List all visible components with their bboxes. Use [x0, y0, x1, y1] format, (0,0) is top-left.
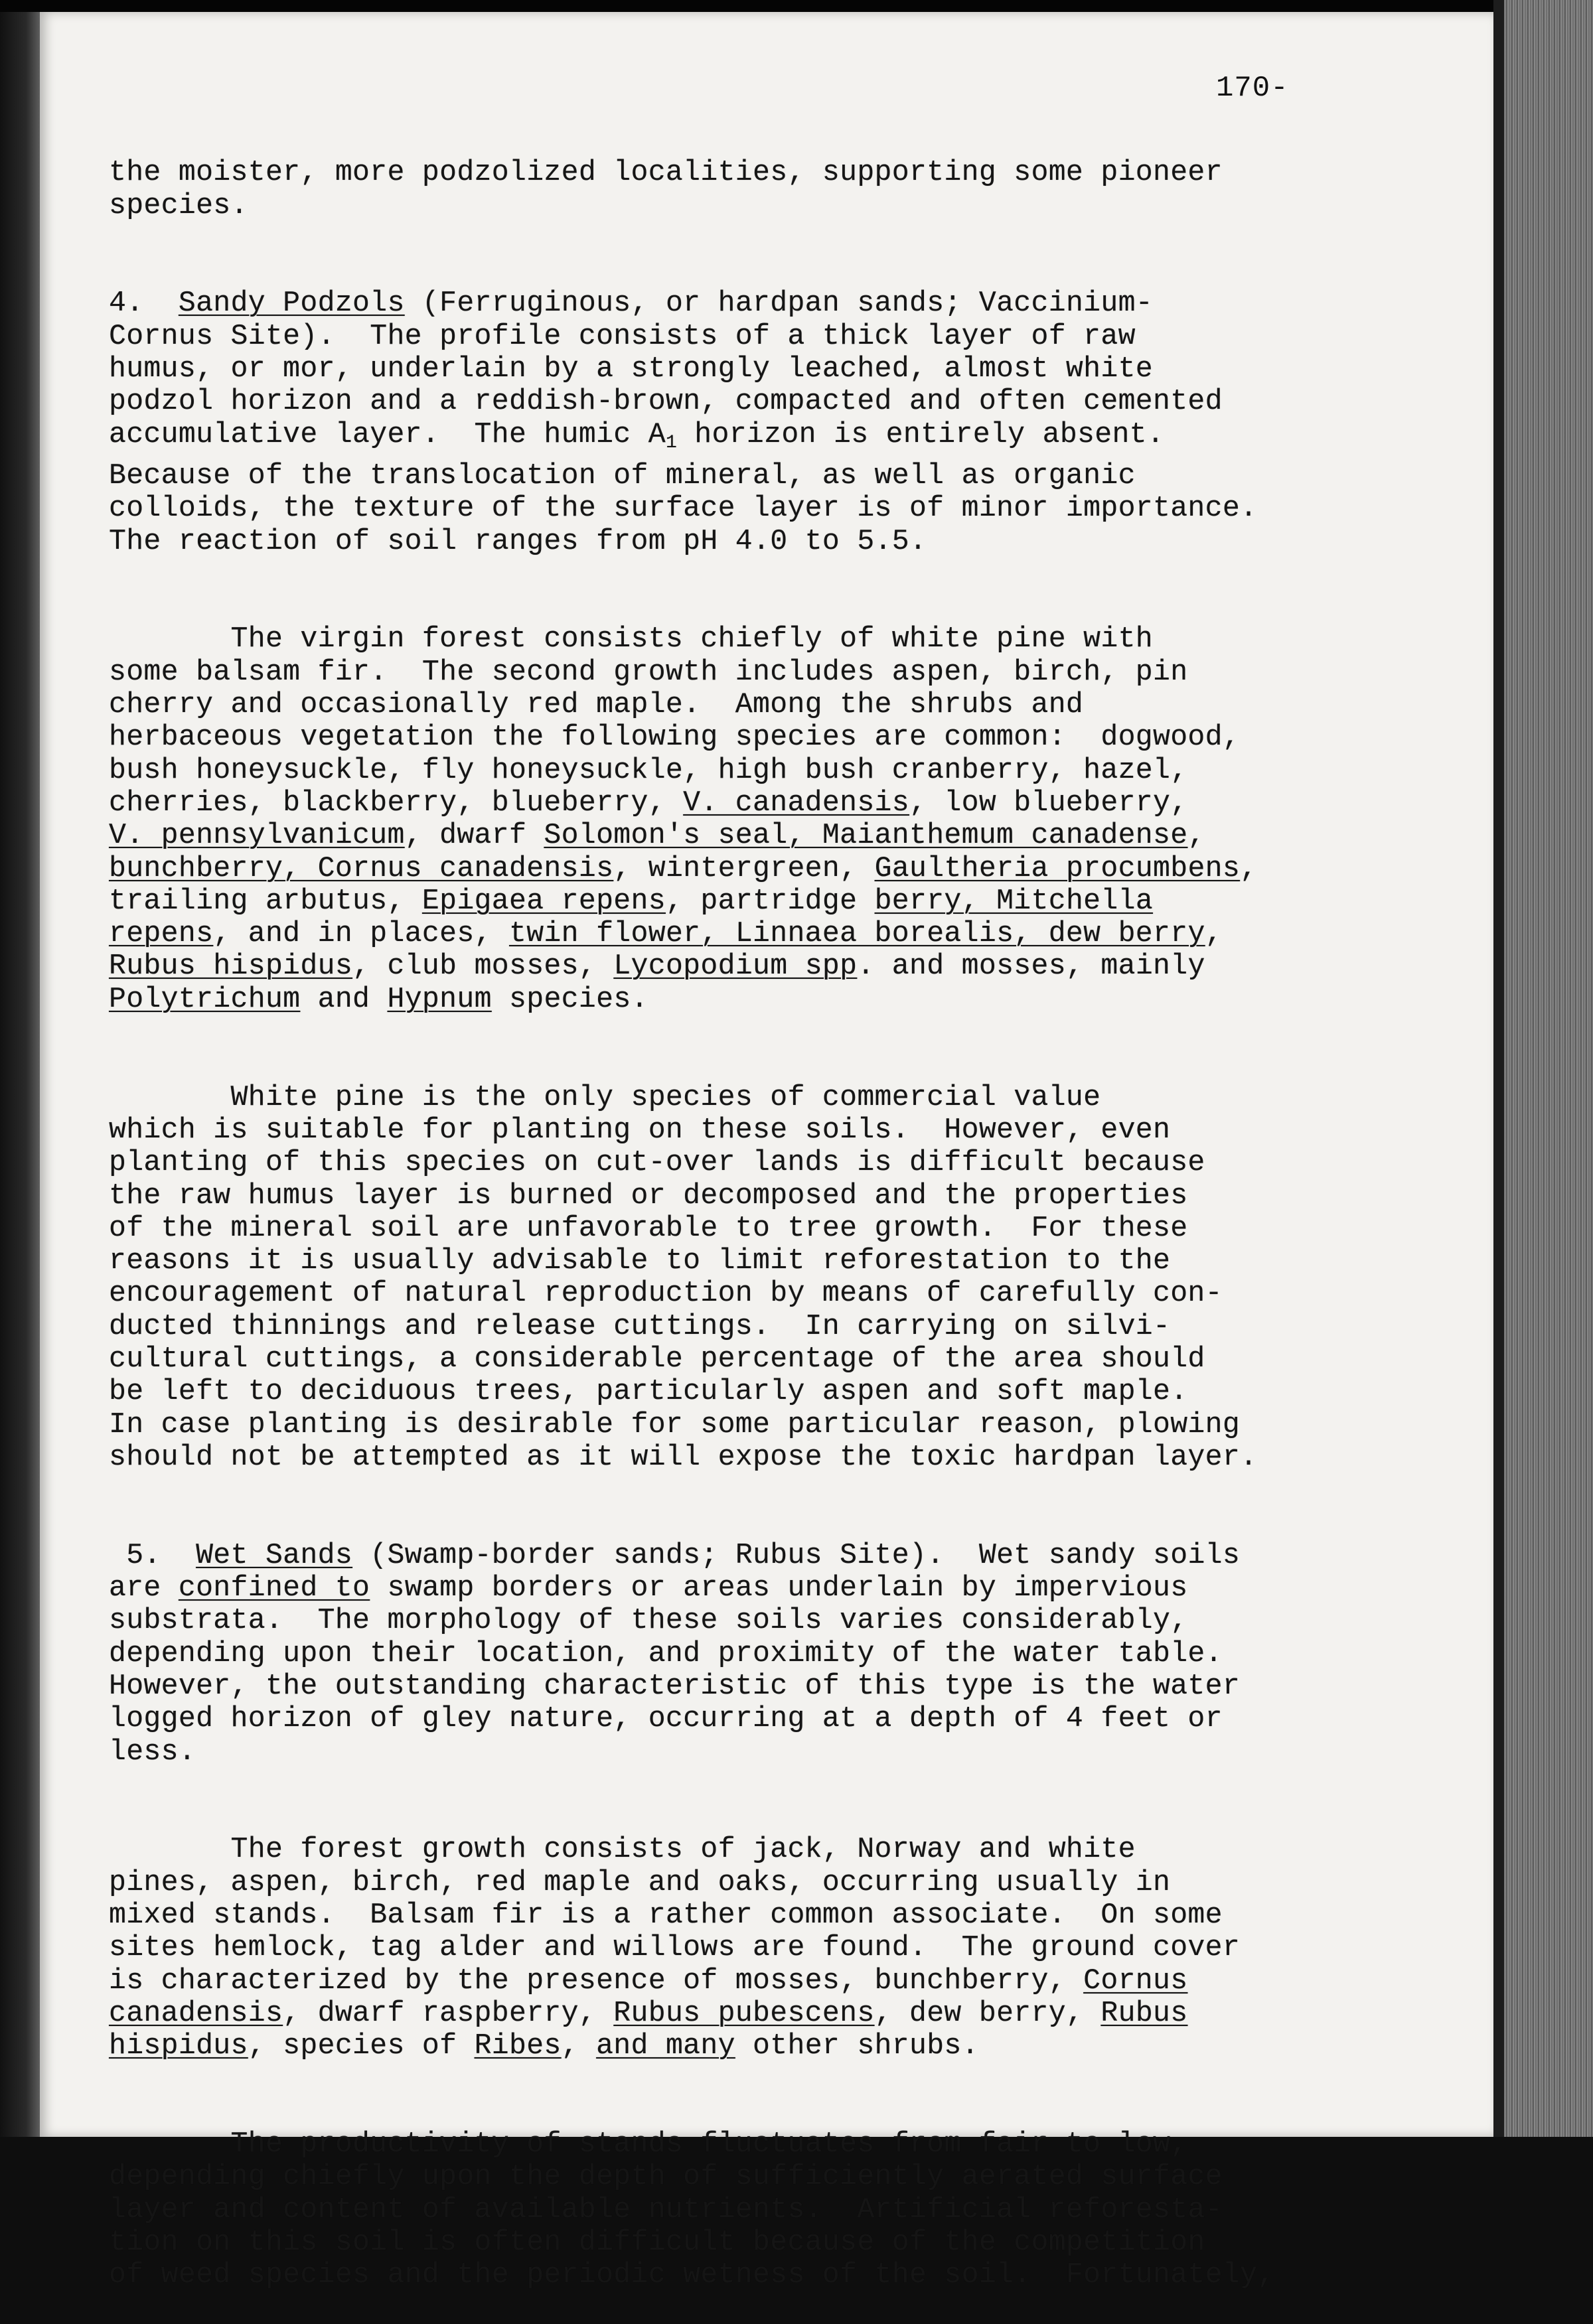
species-name: Hypnum — [387, 982, 492, 1015]
species-name: Gaultheria procumbens — [874, 851, 1241, 885]
text-line: logged horizon of gley nature, occurring at a depth of 4 feet or — [109, 1702, 1223, 1735]
page-text — [109, 123, 1383, 2324]
text-line: encouragement of natural reproduction by means of carefully con- — [109, 1277, 1223, 1310]
text-fragment: are — [109, 1571, 179, 1605]
text-line — [109, 786, 1187, 819]
species-name: bunchberry, Cornus canadensis — [109, 851, 614, 885]
species-name: V. canadensis — [683, 786, 909, 819]
text-line — [109, 2029, 979, 2062]
text-line — [109, 852, 1257, 885]
text-fragment: , — [1240, 851, 1258, 885]
text-line: reasons it is usually advisable to limit reforestation to the — [109, 1244, 1171, 1277]
text-fragment: species. — [491, 982, 648, 1015]
species-name: twin flower, Linnaea borealis, dew berry — [509, 917, 1205, 950]
text-line — [109, 287, 1153, 319]
text-line — [109, 983, 648, 1015]
text-line: cultural cuttings, a considerable percentage of the area should — [109, 1342, 1205, 1375]
text-line: podzol horizon and a reddish-brown, compacted and often cemented — [109, 385, 1223, 418]
species-name: hispidus — [109, 2029, 248, 2063]
text-line: However, the outstanding characteristic of this type is the water — [109, 1669, 1241, 1702]
text-line — [109, 819, 1205, 851]
species-name: Rubus pubescens — [613, 1996, 875, 2029]
list-number: 5. — [109, 1538, 196, 1571]
text-fragment: , wintergreen, — [613, 851, 875, 885]
species-name: berry, Mitchella — [874, 884, 1154, 917]
text-line: Because of the translocation of mineral, as well as organic — [109, 459, 1136, 492]
text-line: pines, aspen, birch, red maple and oaks, occurring usually in — [109, 1865, 1171, 1899]
text-line: depending chiefly upon the depth of sufficiently aerated surface — [109, 2160, 1223, 2193]
text-fragment: , low blueberry, — [909, 786, 1188, 819]
text-line — [109, 950, 1205, 982]
paragraph-virgin-forest — [109, 622, 1383, 1015]
paragraph-productivity — [109, 2128, 1383, 2291]
paragraph-forest-growth — [109, 1833, 1383, 2062]
text-line: herbaceous vegetation the following species are common: dogwood, — [109, 721, 1241, 754]
text-line: bush honeysuckle, fly honeysuckle, high bush cranberry, hazel, — [109, 753, 1188, 786]
list-number: 4. — [109, 287, 179, 320]
text-line — [109, 1997, 1187, 2029]
species-name: Rubus hispidus — [109, 950, 353, 983]
text-line: The productivity of stands fluctuates from fair to low, — [109, 2128, 1188, 2161]
text-line: ducted thinnings and release cuttings. In carrying on silvi- — [109, 1309, 1171, 1343]
text-fragment: , partridge — [665, 884, 875, 917]
text-line: cherry and occasionally red maple. Among the shrubs and — [109, 688, 1084, 721]
text-line: planting of this species on cut-over lands is difficult because — [109, 1146, 1205, 1179]
species-name: Epigaea repens — [421, 884, 666, 917]
text-line: which is suitable for planting on these soils. However, even — [109, 1113, 1171, 1146]
text-fragment: , and in places, — [213, 917, 509, 950]
book-page-edges — [1493, 0, 1593, 2137]
text-line: mixed stands. Balsam fir is a rather common associate. On some — [109, 1899, 1223, 1932]
text-line: depending upon their location, and proximity of the water table. — [109, 1636, 1223, 1670]
paragraph-continuation — [109, 156, 1383, 222]
text-fragment: trailing arbutus, — [109, 884, 422, 917]
text-fragment: , dew berry, — [874, 1996, 1101, 2029]
text-line: should not be attempted as it will expose the toxic hardpan layer. — [109, 1440, 1258, 1473]
section-heading: Sandy Podzols — [178, 287, 405, 320]
text-line: less. — [109, 1735, 196, 1768]
text-line: humus, or mor, underlain by a strongly leached, almost white — [109, 352, 1154, 386]
paragraph-sandy-podzols — [109, 287, 1383, 557]
species-name: Lycopodium spp — [613, 950, 858, 983]
paragraph-white-pine — [109, 1081, 1383, 1474]
text-fragment: . and mosses, mainly — [857, 950, 1205, 983]
text-line: species. — [109, 188, 248, 222]
text-line: some balsam fir. The second growth includes aspen, birch, pin — [109, 655, 1188, 688]
text-line: The forest growth consists of jack, Norway and white — [109, 1833, 1136, 1866]
scan-border — [0, 0, 1593, 12]
text-line — [109, 885, 1153, 917]
text-fragment: , dwarf raspberry, — [283, 1996, 614, 2029]
text-fragment: (Ferruginous, or hardpan sands; Vaccinium- — [404, 287, 1154, 320]
text-fragment: other shrubs. — [735, 2029, 979, 2063]
underlined-text: and many — [596, 2029, 735, 2063]
species-name: V. pennsylvanicum — [109, 819, 405, 852]
section-heading: Wet Sands — [196, 1538, 353, 1571]
text-line: the moister, more podzolized localities, supporting some pioneer — [109, 156, 1223, 189]
paragraph-wet-sands — [109, 1539, 1383, 1768]
text-fragment: , — [1205, 917, 1223, 950]
page-number: 170- — [1216, 72, 1289, 105]
text-line: In case planting is desirable for some particular reason, plowing — [109, 1408, 1241, 1441]
text-line: layer and content of available nutrients. Artificial reforesta- — [109, 2193, 1223, 2226]
text-line: sites hemlock, tag alder and willows are found. The ground cover — [109, 1931, 1241, 1964]
species-name: Polytrichum — [109, 982, 301, 1015]
text-line — [109, 1571, 1187, 1604]
text-fragment: swamp borders or areas underlain by impervious — [370, 1571, 1188, 1605]
text-line: of weed species and the periodic wetness of the soil. Fortunately, — [109, 2258, 1275, 2291]
underlined-text: confined to — [178, 1571, 370, 1605]
text-line: be left to deciduous trees, particularly aspen and soft maple. — [109, 1375, 1188, 1408]
species-name: canadensis — [109, 1996, 283, 2029]
text-fragment: , dwarf — [404, 819, 544, 852]
text-line: The reaction of soil ranges from pH 4.0 to 5.5. — [109, 524, 927, 557]
text-fragment: is characterized by the presence of mosses, bunchberry, — [109, 1964, 1084, 1997]
text-fragment: , — [561, 2029, 597, 2063]
text-line: of the mineral soil are unfavorable to tree growth. For these — [109, 1211, 1188, 1244]
text-line — [109, 418, 1164, 451]
text-fragment: , species of — [248, 2029, 475, 2063]
text-line — [109, 1964, 1187, 1997]
text-line: tion on this soil is often difficult because of the competition — [109, 2226, 1205, 2258]
species-name: repens — [109, 917, 214, 950]
text-fragment: accumulative layer. The humic A — [109, 417, 666, 451]
text-fragment: , — [1187, 819, 1205, 852]
subscript: 1 — [665, 432, 678, 453]
text-fragment: , club mosses, — [352, 950, 614, 983]
text-fragment: and — [300, 982, 388, 1015]
text-line — [109, 1539, 1240, 1571]
text-line: White pine is the only species of commercial value — [109, 1080, 1101, 1114]
text-line: the raw humus layer is burned or decomposed and the properties — [109, 1179, 1188, 1212]
text-line: The virgin forest consists chiefly of white pine with — [109, 622, 1154, 656]
text-fragment: (Swamp-border sands; Rubus Site). Wet sandy soils — [352, 1538, 1241, 1571]
text-fragment: cherries, blackberry, blueberry, — [109, 786, 684, 819]
species-name: Ribes — [474, 2029, 562, 2063]
text-line: Cornus Site). The profile consists of a thick layer of raw — [109, 319, 1136, 352]
text-line: colloids, the texture of the surface layer is of minor importance. — [109, 492, 1258, 525]
text-line: substrata. The morphology of these soils varies considerably, — [109, 1604, 1188, 1637]
species-name: Rubus — [1100, 1996, 1188, 2029]
species-name: Solomon's seal, Maianthemum canadense — [544, 819, 1188, 852]
text-fragment: horizon is entirely absent. — [677, 417, 1165, 451]
text-line — [109, 917, 1223, 950]
species-name: Cornus — [1083, 1964, 1188, 1997]
